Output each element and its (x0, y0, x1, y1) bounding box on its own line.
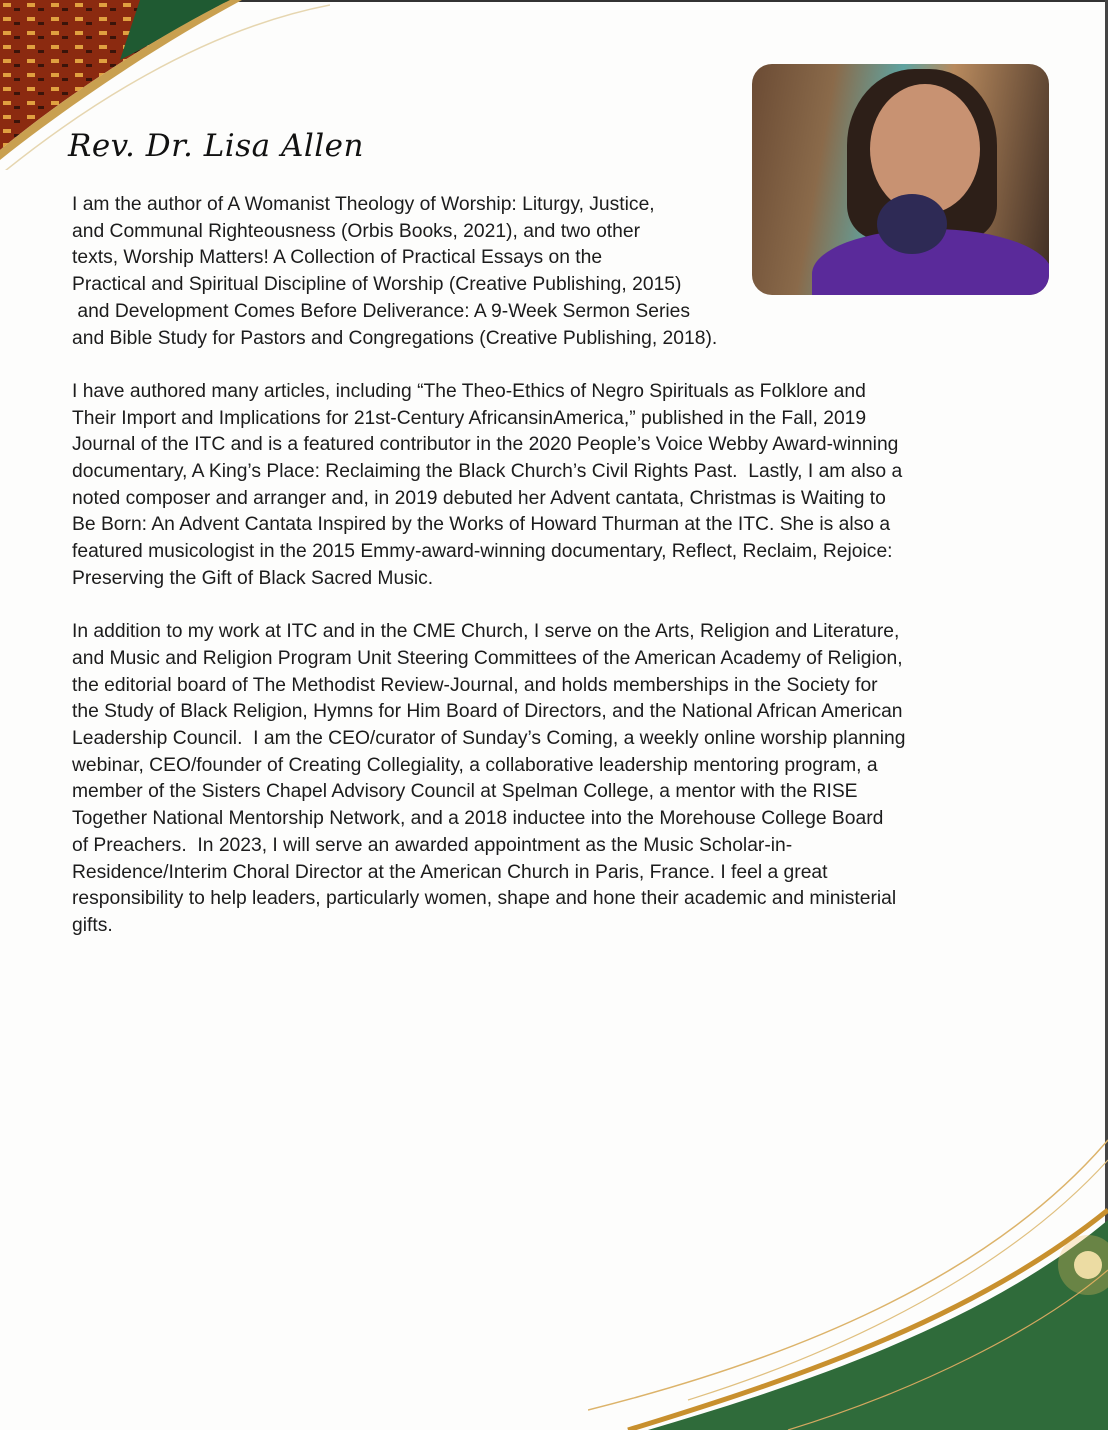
text-line: and Development Comes Before Deliverance: A 9-Week Sermon Series (72, 300, 691, 322)
biography-text (72, 192, 905, 966)
paragraph-service (72, 619, 905, 939)
text-line: noted composer and arranger and, in 2019 debuted her Advent cantata, Christmas is Waiting to (72, 487, 886, 509)
text-line: featured musicologist in the 2015 Emmy-award-winning documentary, Reflect, Reclaim, Rejoice: (72, 541, 893, 563)
text-line: webinar, CEO/founder of Creating Collegiality, a collaborative leadership mentoring program, a (72, 754, 878, 776)
text-line: Journal of the ITC and is a featured contributor in the 2020 People’s Voice Webby Award-winning (72, 434, 899, 456)
text-line: and Music and Religion Program Unit Steering Committees of the American Academy of Religion, (72, 647, 903, 669)
text-line: texts, Worship Matters! A Collection of Practical Essays on the (72, 247, 603, 269)
text-line: responsibility to help leaders, particularly women, shape and hone their academic and ministerial (72, 888, 897, 910)
text-line: member of the Sisters Chapel Advisory Council at Spelman College, a mentor with the RISE (72, 781, 858, 803)
text-line: Practical and Spiritual Discipline of Worship (Creative Publishing, 2015) (72, 274, 682, 296)
text-line: documentary, A King’s Place: Reclaiming the Black Church’s Civil Rights Past. Lastly, I am also a (72, 461, 903, 483)
text-line: of Preachers. In 2023, I will serve an awarded appointment as the Music Scholar-in- (72, 834, 793, 856)
text-line: gifts. (72, 914, 113, 936)
text-line: I am the author of A Womanist Theology of Worship: Liturgy, Justice, (72, 194, 655, 215)
text-line: Their Import and Implications for 21st-Century AfricansinAmerica,” published in the Fall, 2019 (72, 407, 867, 429)
decorative-gold-green-corner (588, 1100, 1108, 1430)
text-line: Residence/Interim Choral Director at the American Church in Paris, France. I feel a great (72, 861, 828, 883)
text-line: I have authored many articles, including “The Theo-Ethics of Negro Spirituals as Folklore and (72, 380, 866, 402)
paragraph-articles (72, 379, 905, 593)
text-line: Together National Mentorship Network, and a 2018 inductee into the Morehouse College Board (72, 808, 884, 830)
text-line: Preserving the Gift of Black Sacred Music. (72, 567, 434, 589)
text-line: and Communal Righteousness (Orbis Books, 2021), and two other (72, 220, 641, 242)
text-line: the editorial board of The Methodist Review-Journal, and holds memberships in the Society for (72, 674, 878, 696)
text-line: the Study of Black Religion, Hymns for Him Board of Directors, and the National African American (72, 701, 903, 723)
text-line: and Bible Study for Pastors and Congregations (Creative Publishing, 2018). (72, 327, 718, 349)
paragraph-publications (72, 192, 905, 352)
text-line: Be Born: An Advent Cantata Inspired by the Works of Howard Thurman at the ITC. She is also a (72, 514, 891, 536)
text-line: Leadership Council. I am the CEO/curator of Sunday’s Coming, a weekly online worship planning (72, 728, 906, 750)
page-title: Rev. Dr. Lisa Allen (68, 128, 364, 164)
text-line: In addition to my work at ITC and in the CME Church, I serve on the Arts, Religion and Literature, (72, 621, 900, 643)
